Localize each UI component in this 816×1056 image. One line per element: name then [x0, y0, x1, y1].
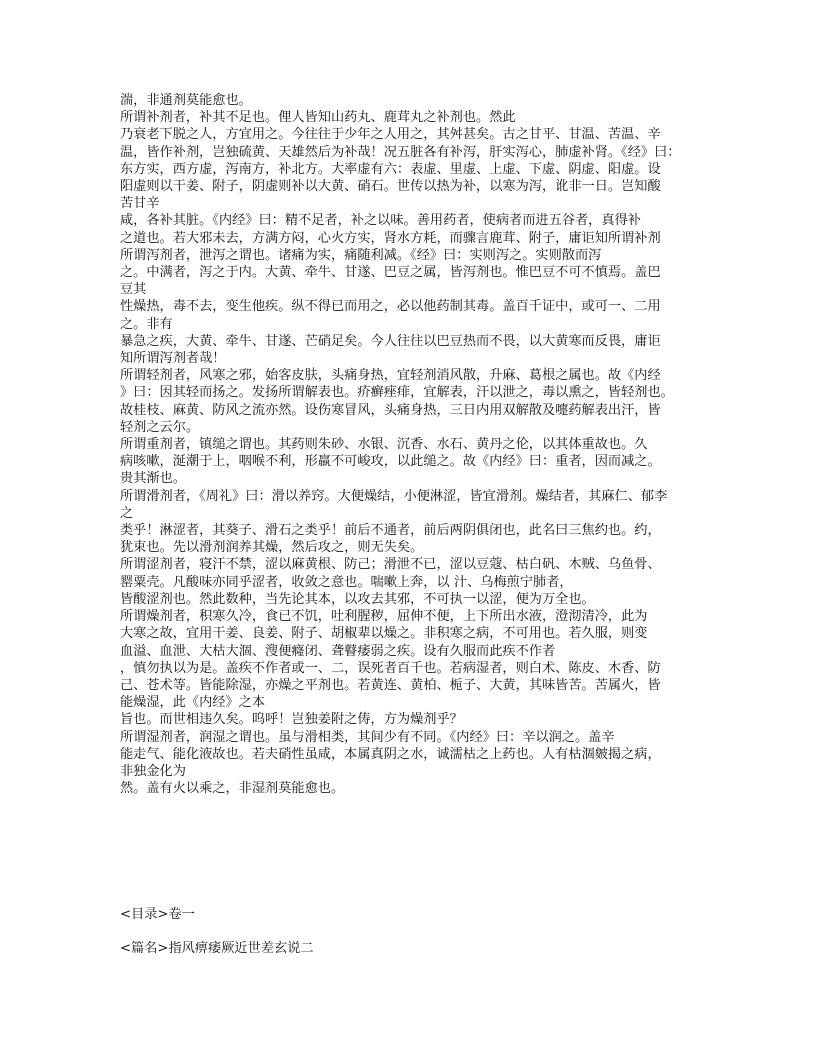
text-line: 乃衰老下脱之人，方宜用之。今往往于少年之人用之，其舛甚矣。古之甘平、甘温、苦温、辛 — [120, 127, 661, 143]
text-line: 犹束也。先以滑剂润养其燥，然后攻之，则无失矣。 — [120, 540, 424, 556]
text-line: 所谓湿剂者，润湿之谓也。虽与滑相类，其间少有不同。《内经》曰：辛以润之。盖辛 — [120, 729, 615, 745]
text-line: 然。盖有火以乘之，非湿剂莫能愈也。 — [120, 781, 345, 797]
text-line: 所谓补剂者，补其不足也。俚人皆知山药丸、鹿茸丸之补剂也。然此 — [120, 110, 516, 126]
text-line: 苦甘辛 — [120, 196, 160, 212]
text-line: 血溢、血泄、大枯大涸、溲便癃闭、聋瞽痿弱之疾。设有久服而此疾不作者 — [120, 643, 556, 659]
text-line: 类乎！淋涩者，其葵子、滑石之类乎！前后不通者，前后两阴俱闭也，此名曰三焦约也。约， — [120, 523, 661, 539]
text-line: 之 — [120, 505, 134, 521]
text-line: 所谓燥剂者，积寒久冷，食已不饥，吐利腥秽，屈伸不便，上下所出水液，澄沏清冷，此为 — [120, 609, 648, 625]
text-line: 阳虚则以干姜、附子，阴虚则补以大黄、硝石。世传以热为补，以寒为泻，讹非一日。岂知酸 — [120, 179, 661, 195]
text-line: 所谓泻剂者，泄泻之谓也。诸痛为实，痛随利减。《经》曰：实则泻之。实则散而泻 — [120, 247, 602, 263]
text-line: ，慎勿执以为是。盖疾不作者或一、二，误死者百千也。若病湿者，则白术、陈皮、木香、防 — [120, 660, 661, 676]
text-line: 所谓重剂者，镇缒之谓也。其药则朱砂、水银、沉香、水石、黄丹之伦，以其体重故也。久 — [120, 437, 648, 453]
text-line: 性燥热，毒不去，变生他疾。纵不得已而用之，必以他药制其毒。盖百千证中，或可一、二用 — [120, 299, 661, 315]
text-line: 皆酸涩剂也。然此数种，当先论其本，以攻去其邪，不可执一以涩，便为万全也。 — [120, 591, 595, 607]
document-body — [120, 92, 700, 797]
text-line: 知所谓泻剂者哉！ — [120, 351, 226, 367]
table-of-contents-label: <目录>卷一 — [120, 907, 195, 922]
text-line: 轻剂之云尔。 — [120, 419, 200, 435]
text-line: 贵其渐也。 — [120, 471, 186, 487]
text-line: 病咳嗽，涎潮于上，咽喉不利，形羸不可峻攻，以此缒之。故《内经》曰：重者，因而减之。 — [120, 454, 661, 470]
text-line: 》曰：因其轻而扬之。发扬所谓解表也。疥癣痤痱，宜解表，汗以泄之，毒以熏之，皆轻剂也。 — [120, 385, 674, 401]
text-line: 罂粟壳。凡酸味亦同乎涩者，收敛之意也。喘嗽上奔，以 汁、乌梅煎宁肺者， — [120, 574, 573, 590]
text-line: 所谓涩剂者，寝汗不禁，涩以麻黄根、防己；滑泄不已，涩以豆蔻、枯白矾、木贼、乌鱼骨、 — [120, 557, 661, 573]
text-line: 之。非有 — [120, 316, 173, 332]
text-line: 东方实，西方虚，泻南方，补北方。大率虚有六：表虚、里虚、上虚、下虚、阴虚、阳虚。设 — [120, 161, 661, 177]
text-line: 己、苍术等。皆能除湿，亦燥之平剂也。若黄连、黄柏、栀子、大黄，其味皆苦。苦属火，皆 — [120, 677, 661, 693]
text-line: 能燥湿，此《内经》之本 — [120, 695, 266, 711]
text-line: 大寒之故，宜用干姜、良姜、附子、胡椒辈以燥之。非积寒之病，不可用也。若久服，则变 — [120, 626, 648, 642]
text-line: 故桂枝、麻黄、防风之流亦然。设伤寒冒风，头痛身热，三日内用双解散及嚏药解表出汗，皆 — [120, 402, 661, 418]
text-line: 能走气、能化液故也。若夫硝性虽咸，本属真阴之水，诚濡枯之上药也。人有枯涸皴揭之病， — [120, 746, 661, 762]
text-line: 旨也。而世相违久矣。呜呼！岂独姜附之俦，方为燥剂乎？ — [120, 712, 463, 728]
text-line: 之。中满者，泻之于内。大黄、牵牛、甘遂、巴豆之属，皆泻剂也。惟巴豆不可不慎焉。盖巴 — [120, 265, 661, 281]
text-line: 暴急之疾，大黄、牵牛、甘遂、芒硝足矣。今人往往以巴豆热而不畏，以大黄寒而反畏，庸讵 — [120, 333, 661, 349]
chapter-title: <篇名>指风痹痿厥近世差玄说二 — [120, 941, 314, 956]
text-line: 之道也。若大邪未去，方满方闷，心火方实，肾水方耗，而骤言鹿茸、附子，庸讵知所谓补剂 — [120, 230, 661, 246]
text-line: 豆其 — [120, 282, 147, 298]
text-line: 非独金化为 — [120, 763, 186, 779]
text-line: 咸，各补其脏。《内经》曰：精不足者，补之以味。善用药者，使病者而进五谷者，真得补 — [120, 213, 641, 229]
text-line: 湍，非通剂莫能愈也。 — [120, 93, 252, 108]
text-line: 所谓轻剂者，风寒之邪，始客皮肤，头痛身热，宜轻剂消风散，升麻、葛根之属也。故《内经 — [120, 368, 661, 384]
text-line: 温，皆作补剂，岂独硫黄、天雄然后为补哉！况五脏各有补泻，肝实泻心，肺虚补肾。《经》曰： — [120, 144, 681, 160]
text-line: 所谓滑剂者，《周礼》曰：滑以养窍。大便燥结，小便淋涩，皆宜滑剂。燥结者，其麻仁、郁李 — [120, 488, 668, 504]
